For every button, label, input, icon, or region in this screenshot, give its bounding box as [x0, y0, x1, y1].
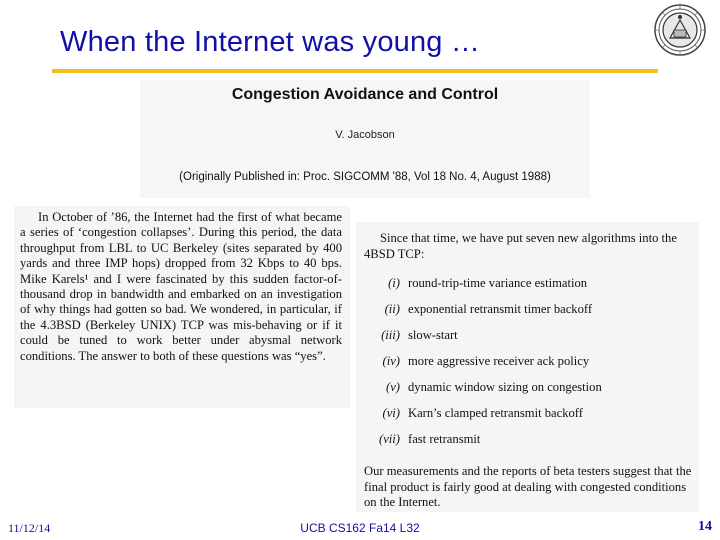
- title-underline: [52, 69, 658, 73]
- algorithm-list: [368, 276, 694, 458]
- list-item: [368, 380, 694, 406]
- list-item: [368, 354, 694, 380]
- list-item: [368, 302, 694, 328]
- list-item-text: exponential retransmit timer backoff: [408, 302, 593, 316]
- list-item: [368, 328, 694, 354]
- paper-publication: (Originally Published in: Proc. SIGCOMM '88, Vol 18 No. 4, August 1988): [179, 171, 551, 183]
- paper-author: V. Jacobson: [335, 129, 395, 141]
- footer-date: 11/12/14: [8, 521, 51, 535]
- paper-header-excerpt: [140, 80, 590, 198]
- list-item-number: (ii): [384, 302, 400, 316]
- list-item-text: slow-start: [408, 328, 458, 342]
- list-item-number: (vii): [379, 432, 400, 446]
- university-seal-icon: [654, 4, 706, 56]
- paper-excerpt-right: [356, 222, 699, 512]
- list-item: [368, 432, 694, 458]
- list-item-number: (i): [388, 276, 400, 290]
- list-item-text: fast retransmit: [408, 432, 481, 446]
- page-number: 14: [698, 519, 712, 534]
- list-item-text: Karn’s clamped retransmit backoff: [408, 406, 583, 420]
- list-item: [368, 276, 694, 302]
- list-item-text: more aggressive receiver ack policy: [408, 354, 590, 368]
- footer-course: UCB CS162 Fa14 L32: [300, 521, 420, 535]
- list-item-number: (iv): [382, 354, 400, 368]
- measurements-paragraph: Our measurements and the reports of beta testers suggest that the final product is fairly good at dealing with congested conditions on the Internet.: [364, 464, 692, 510]
- list-item-number: (v): [386, 380, 400, 394]
- list-item-text: round-trip-time variance estimation: [408, 276, 588, 290]
- slide-title: When the Internet was young …: [60, 26, 481, 58]
- paper-title: Congestion Avoidance and Control: [231, 86, 499, 103]
- algorithms-intro: Since that time, we have put seven new algorithms into the 4BSD TCP:: [364, 231, 677, 261]
- list-item-number: (iii): [381, 328, 400, 342]
- list-item: [368, 406, 694, 432]
- paper-excerpt-left: [14, 206, 350, 408]
- list-item-text: dynamic window sizing on congestion: [408, 380, 602, 394]
- list-item-number: (vi): [382, 406, 400, 420]
- congestion-collapse-paragraph: In October of ’86, the Internet had the first of what became a series of ‘congestion collapses’. During this period, the data throughput from LBL to UC Berkeley (sites separated by 400 yards and three IMP hops) dropped from 32 Kbps to 40 bps. Mike Karels¹ and I were fascinated by this sudden factor-of-thousand drop in bandwidth and embarked on an investigation of why things had gotten so bad. We wondered, in particular, if the 4.3BSD (Berkeley UNIX) TCP was mis-behaving or if it could be tuned to work better under abysmal network conditions. The answer to both of these questions was “yes”.: [20, 210, 342, 363]
